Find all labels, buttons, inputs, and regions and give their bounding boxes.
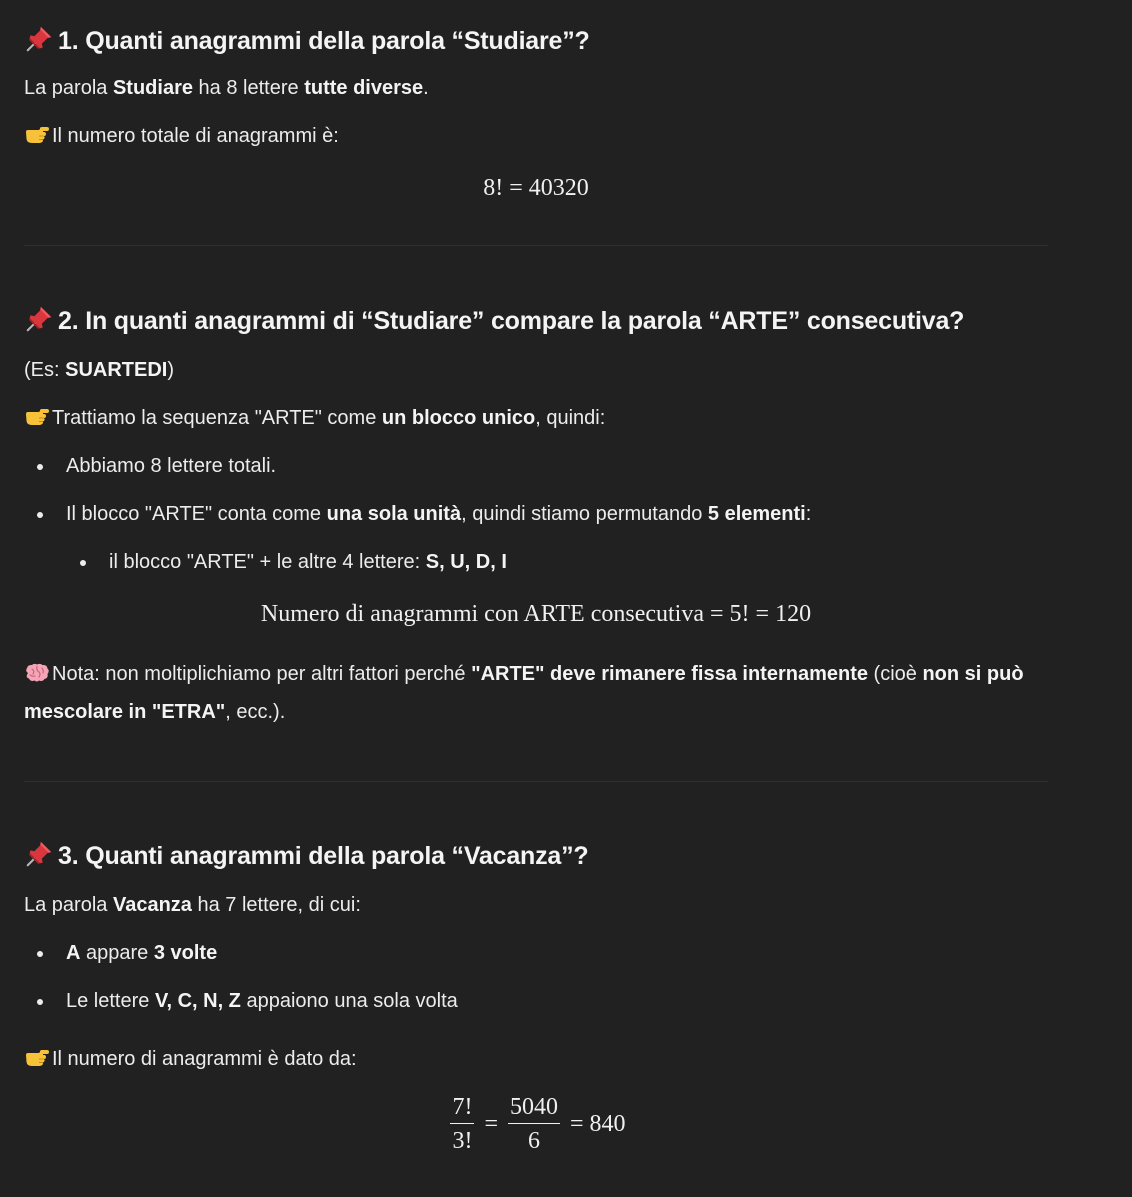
section-2-note: [24, 655, 1048, 731]
text-span: .: [423, 77, 429, 99]
bold-span: SUARTEDI: [65, 359, 168, 381]
text-span: , quindi stiamo permutando: [461, 503, 708, 525]
section-3-heading: [24, 839, 1048, 873]
text-span: , ecc.).: [225, 701, 286, 723]
section-2-title: 2. In quanti anagrammi di “Studiare” compare la parola “ARTE” consecutiva?: [58, 306, 965, 335]
bold-span: "ARTE" deve rimanere fissa internamente: [471, 663, 868, 685]
list-item: [24, 451, 1048, 481]
text-span: Il blocco "ARTE" conta come: [66, 503, 327, 525]
bold-span: una sola unità: [326, 503, 462, 525]
section-3-formula: [24, 1094, 1048, 1155]
chat-response-content: [24, 0, 1048, 1155]
equals-sign: =: [484, 1110, 498, 1137]
fraction-denominator: 3!: [452, 1128, 473, 1155]
section-1-intro: [24, 73, 1048, 103]
section-2-example: [24, 355, 1048, 385]
bold-span: non si può mescolare in "ETRA": [24, 663, 1024, 723]
bold-span: Studiare: [112, 77, 193, 99]
section-1-formula: 8! = 40320: [483, 175, 589, 201]
result-equals-840: = 840: [570, 1110, 626, 1137]
list-item: [24, 938, 1048, 968]
section-1-total-line: [24, 121, 1048, 151]
text-span: :: [805, 503, 812, 525]
section-3: [24, 782, 1048, 1155]
bold-span: S, U, D, I: [425, 551, 507, 573]
bold-span: Vacanza: [112, 894, 192, 916]
text-span: ha 7 lettere, di cui:: [191, 894, 361, 916]
fraction-7f-over-3f: [450, 1094, 474, 1155]
text-span: appaiono una sola volta: [240, 990, 458, 1012]
text-span: Abbiamo 8 lettere totali.: [66, 455, 277, 477]
backhand-index-pointing-right-icon: [24, 1049, 50, 1067]
pushpin-icon: [24, 304, 54, 334]
section-3-title: 3. Quanti anagrammi della parola “Vacanza”?: [58, 841, 589, 870]
fraction-numerator: 7!: [450, 1094, 474, 1124]
fraction-denominator: 6: [528, 1128, 540, 1155]
section-3-list: [24, 938, 1048, 1016]
section-2-block-line: [24, 403, 1048, 433]
section-3-count-line: [24, 1044, 1048, 1074]
bold-span: tutte diverse: [304, 77, 424, 99]
pushpin-icon: [24, 839, 54, 869]
text-span: (Es:: [24, 359, 66, 381]
section-2-heading: [24, 304, 1048, 338]
section-2-list: [24, 451, 1048, 577]
text-span: Nota: non moltiplichiamo per altri fattori perché: [52, 663, 472, 685]
bold-span: 3 volte: [153, 942, 218, 964]
list-item: [24, 499, 1048, 529]
section-2: [24, 246, 1048, 731]
text-span: Il numero di anagrammi è dato da:: [52, 1048, 357, 1070]
text-span: il blocco "ARTE" + le altre 4 lettere:: [109, 551, 426, 573]
backhand-index-pointing-right-icon: [24, 126, 50, 144]
section-2-formula: Numero di anagrammi con ARTE consecutiva = 5! = 120: [260, 601, 812, 627]
bold-span: A: [66, 942, 81, 964]
text-span: ): [167, 359, 175, 381]
section-1-title: 1. Quanti anagrammi della parola “Studiare”?: [58, 26, 590, 55]
bold-span: 5 elementi: [707, 503, 806, 525]
text-span: (cioè: [867, 663, 923, 685]
list-item: [24, 986, 1048, 1016]
backhand-index-pointing-right-icon: [24, 408, 50, 426]
section-1-heading: [24, 24, 1048, 58]
text-span: Trattiamo la sequenza "ARTE" come: [52, 407, 382, 429]
bold-span: V, C, N, Z: [154, 990, 241, 1012]
brain-icon: [24, 663, 50, 683]
section-3-intro: [24, 890, 1048, 920]
text-span: ha 8 lettere: [193, 77, 305, 99]
fraction-5040-over-6: [508, 1094, 560, 1155]
text-span: La parola: [24, 77, 113, 99]
text-span: appare: [80, 942, 154, 964]
section-1: [24, 0, 1048, 203]
pushpin-icon: [24, 24, 54, 54]
text-span: Le lettere: [66, 990, 155, 1012]
text-span: La parola: [24, 894, 113, 916]
text-span: , quindi:: [535, 407, 606, 429]
list-item: [24, 547, 1048, 577]
fraction-numerator: 5040: [508, 1094, 560, 1124]
text-span: Il numero totale di anagrammi è:: [52, 125, 339, 147]
bold-span: un blocco unico: [381, 407, 536, 429]
